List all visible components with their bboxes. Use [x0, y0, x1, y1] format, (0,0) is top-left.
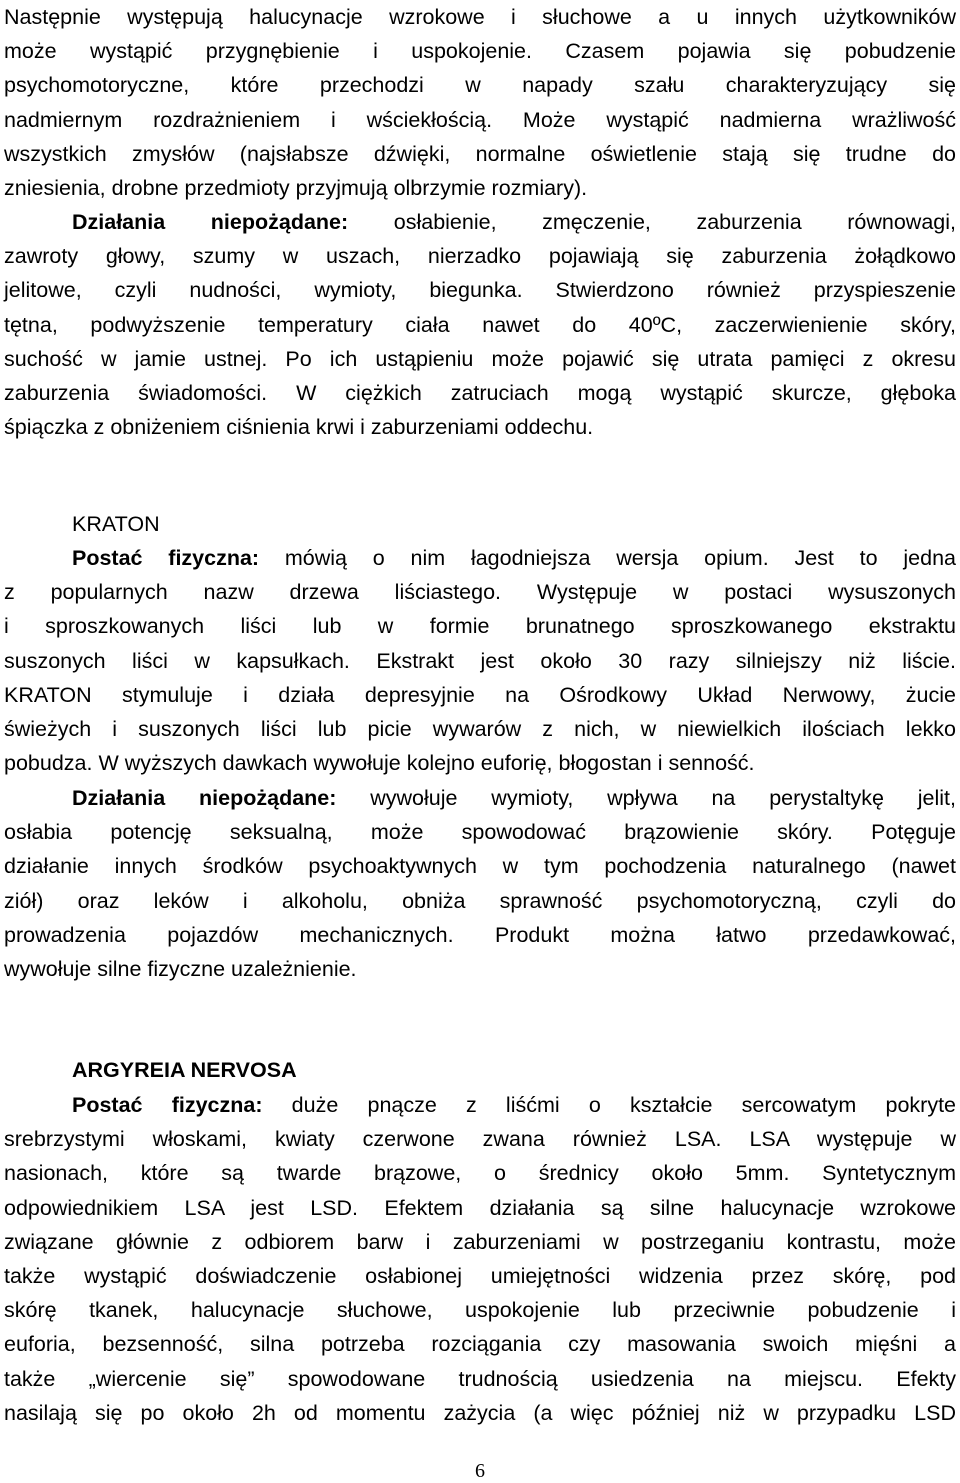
- text-line: zniesienia, drobne przedmioty przyjmują olbrzymie rozmiary).: [4, 176, 588, 201]
- text-line: związane głównie z odbiorem barw i zaburzeniami w postrzeganiu kontrastu, może: [4, 1229, 956, 1254]
- text-line: srebrzystymi włoskami, kwiaty czerwone zwana również LSA. LSA występuje w: [4, 1127, 956, 1152]
- text-line: psychomotoryczne, które przechodzi w napady szału charakteryzujący się: [4, 73, 956, 98]
- intro-paragraph: [4, 0, 956, 205]
- text-line: skórę tkanek, halucynacje słuchowe, uspokojenie lub przeciwnie pobudzenie i: [4, 1298, 956, 1323]
- text-line: zaburzenia świadomości. W ciężkich zatruciach mogą wystąpić skurcze, głęboka: [4, 381, 956, 406]
- text-line: wywołuje silne fizyczne uzależnienie.: [4, 957, 357, 982]
- text-line: [4, 1088, 956, 1122]
- text-line: [4, 541, 956, 575]
- text-line: zawroty głowy, szumy w uszach, nierzadko pojawiają się zaburzenia żołądkowo: [4, 244, 956, 269]
- text-line: KRATON stymuluje i działa depresyjnie na Ośrodkowy Układ Nerwowy, żucie: [4, 682, 956, 707]
- form-label: Postać fizyczna:: [72, 1093, 263, 1117]
- text-line: odpowiednikiem LSA jest LSD. Efektem działania są silne halucynacje wzrokowe: [4, 1195, 956, 1220]
- side-effects-label: Działania niepożądane:: [72, 210, 349, 234]
- side-effects-paragraph: [4, 205, 956, 444]
- text-line: [4, 205, 956, 239]
- text-line: działanie innych środków psychoaktywnych w tym pochodzenia naturalnego (nawet: [4, 854, 956, 879]
- side-effects-label: Działania niepożądane:: [72, 786, 337, 810]
- kraton-side-effects-paragraph: [4, 781, 956, 986]
- text-line: ziół) oraz leków i alkoholu, obniża sprawność psychomotoryczną, czyli do: [4, 888, 956, 913]
- kraton-form-paragraph: [4, 541, 956, 780]
- text-line: świeżych i suszonych liści lub picie wywarów z nich, w niewielkich ilościach lekko: [4, 717, 956, 742]
- page-number: 6: [475, 1460, 485, 1482]
- text-line: nasionach, które są twarde brązowe, o średnicy około 5mm. Syntetycznym: [4, 1161, 956, 1186]
- text-fragment: mówią o nim łagodniejsza wersja opium. Jest to jedna: [259, 546, 956, 570]
- text-line: prowadzenia pojazdów mechanicznych. Produkt można łatwo przedawkować,: [4, 922, 956, 947]
- text-line: [4, 781, 956, 815]
- text-line: może wystąpić przygnębienie i uspokojenie. Czasem pojawia się pobudzenie: [4, 39, 956, 64]
- text-line: euforia, bezsenność, silna potrzeba rozciągania czy masowania swoich mięśni a: [4, 1332, 956, 1357]
- kraton-heading: KRATON: [72, 512, 160, 536]
- form-label: Postać fizyczna:: [72, 546, 260, 570]
- text-line: z popularnych nazw drzewa liściastego. Występuje w postaci wysuszonych: [4, 580, 956, 605]
- text-fragment: osłabienie, zmęczenie, zaburzenia równowagi,: [348, 210, 956, 234]
- text-line: także wystąpić doświadczenie osłabionej umiejętności widzenia przez skórę, pod: [4, 1264, 956, 1289]
- text-line: także „wiercenie się” spowodowane trudnością usiedzenia na miejscu. Efekty: [4, 1366, 956, 1391]
- text-line: osłabia potencję seksualną, może spowodować brązowienie skóry. Potęguje: [4, 820, 956, 845]
- text-line: Następnie występują halucynacje wzrokowe i słuchowe a u innych użytkowników: [4, 5, 956, 29]
- text-line: nadmiernym rozdrażnieniem i wściekłością. Może wystąpić nadmierna wrażliwość: [4, 107, 956, 132]
- text-line: tętna, podwyższenie temperatury ciała nawet do 40ºC, zaczerwienienie skóry,: [4, 312, 956, 337]
- argyreia-form-paragraph: [4, 1088, 956, 1430]
- text-line: nasilają się po około 2h od momentu zażycia (a więc później niż w przypadku LSD: [4, 1400, 956, 1425]
- text-fragment: duże pnącze z liśćmi o kształcie sercowatym pokryte: [262, 1093, 957, 1117]
- text-line: pobudza. W wyższych dawkach wywołuje kolejno euforię, błogostan i senność.: [4, 751, 755, 776]
- text-line: suszonych liści w kapsułkach. Ekstrakt jest około 30 razy silniejszy niż liście.: [4, 648, 956, 673]
- text-line: wszystkich zmysłów (najsłabsze dźwięki, normalne oświetlenie stają się trudne do: [4, 141, 956, 166]
- argyreia-heading: ARGYREIA NERVOSA: [72, 1058, 297, 1082]
- text-line: śpiączka z obniżeniem ciśnienia krwi i zaburzeniami oddechu.: [4, 415, 594, 440]
- text-fragment: wywołuje wymioty, wpływa na perystaltykę jelit,: [336, 786, 956, 810]
- text-line: suchość w jamie ustnej. Po ich ustąpieniu może pojawić się utrata pamięci z okresu: [4, 346, 956, 371]
- text-line: i sproszkowanych liści lub w formie brunatnego sproszkowanego ekstraktu: [4, 614, 956, 639]
- text-line: jelitowe, czyli nudności, wymioty, biegunka. Stwierdzono również przyspieszenie: [4, 278, 956, 303]
